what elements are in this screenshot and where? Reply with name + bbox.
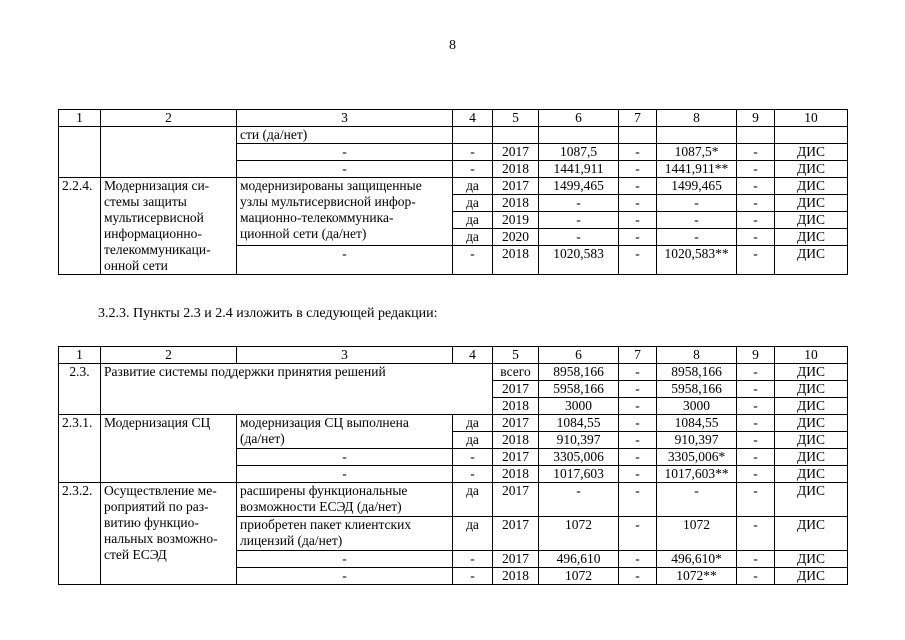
header-cell: 3	[237, 347, 453, 364]
table-cell: 2017	[493, 449, 539, 466]
item-number: 2.3.1.	[59, 415, 101, 483]
table-cell: 2020	[493, 229, 539, 246]
header-cell: 10	[775, 110, 848, 127]
table-row	[59, 178, 848, 195]
item-name	[101, 178, 237, 275]
indicator-line: расширены функциональные	[240, 483, 408, 498]
table-cell: ДИС	[775, 398, 848, 415]
table-cell: 8958,166	[539, 364, 619, 381]
table-cell: -	[737, 449, 775, 466]
table-cell: -	[619, 144, 657, 161]
table-row	[59, 127, 848, 144]
table-cell: ДИС	[775, 178, 848, 195]
table-cell: да	[453, 178, 493, 195]
table-cell: -	[619, 364, 657, 381]
table-cell: 2019	[493, 212, 539, 229]
table-cell: -	[737, 178, 775, 195]
table-cell: ДИС	[775, 517, 848, 551]
table-cell: -	[737, 246, 775, 275]
header-cell: 3	[237, 110, 453, 127]
table-cell: 2017	[493, 517, 539, 551]
table-cell: ДИС	[775, 144, 848, 161]
table-cell: ДИС	[775, 246, 848, 275]
table-cell: ДИС	[775, 415, 848, 432]
table-new-edition	[58, 346, 848, 585]
table-cell	[657, 127, 737, 144]
table-cell: ДИС	[775, 161, 848, 178]
item-name-line: телекоммуникаци-	[104, 242, 211, 257]
table-cell: 2018	[493, 398, 539, 415]
table-cell: -	[237, 161, 453, 178]
table-cell: -	[737, 517, 775, 551]
table-cell: -	[737, 195, 775, 212]
table-cell: -	[619, 483, 657, 517]
table-cell: 3000	[657, 398, 737, 415]
table-cell: -	[619, 517, 657, 551]
table-cell: -	[657, 483, 737, 517]
indicator-line: ционной сети (да/нет)	[240, 226, 367, 241]
table-cell: -	[453, 449, 493, 466]
indicator-line: мационно-телекоммуника-	[240, 210, 394, 225]
table-cell: 496,610*	[657, 551, 737, 568]
table-cell: 2018	[493, 568, 539, 585]
table-cell: да	[453, 517, 493, 551]
table-cell: 2018	[493, 195, 539, 212]
header-cell: 1	[59, 347, 101, 364]
table-cell: -	[619, 212, 657, 229]
table-cell: 1441,911	[539, 161, 619, 178]
table-cell: -	[453, 466, 493, 483]
table-cell	[737, 127, 775, 144]
table-cell: -	[737, 483, 775, 517]
table-cell: да	[453, 483, 493, 517]
table-cell: -	[737, 229, 775, 246]
table-cell: 1072**	[657, 568, 737, 585]
table-row	[59, 483, 848, 517]
table-cell: 2018	[493, 161, 539, 178]
header-cell: 2	[101, 347, 237, 364]
table-cell: -	[453, 551, 493, 568]
table-cell: -	[237, 466, 453, 483]
item-name-line: нальных возможно-	[104, 531, 218, 546]
table-cell: 2018	[493, 246, 539, 275]
table-cell: 2018	[493, 466, 539, 483]
table-cell: ДИС	[775, 466, 848, 483]
table-cell: -	[619, 195, 657, 212]
table-cell: -	[737, 568, 775, 585]
table-cell: -	[737, 161, 775, 178]
table-cell: ДИС	[775, 381, 848, 398]
table-cell: 1072	[539, 517, 619, 551]
table-cell: -	[453, 144, 493, 161]
indicator-line: лицензий (да/нет)	[240, 533, 343, 548]
table-cell: -	[657, 212, 737, 229]
table-cell: -	[619, 161, 657, 178]
table-cell: ДИС	[775, 212, 848, 229]
table-cell	[453, 127, 493, 144]
indicator-line: модернизация СЦ выполнена	[240, 415, 409, 430]
table-header-row	[59, 110, 848, 127]
table-cell: 1020,583	[539, 246, 619, 275]
indicator-cell	[237, 483, 453, 517]
table-cell: 910,397	[657, 432, 737, 449]
table-cell	[619, 127, 657, 144]
item-name-line: мультисервисной	[104, 210, 204, 225]
table-cell: -	[619, 432, 657, 449]
header-cell: 7	[619, 347, 657, 364]
table-cell: 2017	[493, 381, 539, 398]
item-name-line: стей ЕСЭД	[104, 547, 167, 562]
item-name-line: витию функцио-	[104, 515, 199, 530]
table-cell: -	[619, 398, 657, 415]
table-cell: -	[619, 229, 657, 246]
table-header-row	[59, 347, 848, 364]
table-cell: 1084,55	[657, 415, 737, 432]
table-cell: -	[737, 144, 775, 161]
header-cell: 4	[453, 347, 493, 364]
table-cell: ДИС	[775, 195, 848, 212]
item-name-line: онной сети	[104, 258, 168, 273]
table-cell: да	[453, 415, 493, 432]
table-cell: 2017	[493, 483, 539, 517]
table-cell: -	[737, 432, 775, 449]
table-cell: -	[237, 246, 453, 275]
header-cell: 10	[775, 347, 848, 364]
table-cell: -	[453, 246, 493, 275]
table-cell: -	[619, 178, 657, 195]
table-cell: -	[619, 415, 657, 432]
item-name-line: стемы защиты	[104, 194, 187, 209]
table-cell: -	[237, 568, 453, 585]
table-row	[59, 415, 848, 432]
table-cell	[101, 127, 237, 178]
table-cell: 5958,166	[657, 381, 737, 398]
indicator-cell	[237, 178, 453, 246]
table-cell: -	[453, 161, 493, 178]
table-cell: -	[539, 483, 619, 517]
table-cell: -	[737, 212, 775, 229]
table-cell: да	[453, 212, 493, 229]
table-cell: -	[539, 195, 619, 212]
table-cell: 1084,55	[539, 415, 619, 432]
table-cell	[775, 127, 848, 144]
table-cell: 1499,465	[539, 178, 619, 195]
header-cell: 1	[59, 110, 101, 127]
table-cell: ДИС	[775, 483, 848, 517]
table-cell: 2017	[493, 551, 539, 568]
table-cell: -	[237, 551, 453, 568]
item-name-line: роприятий по раз-	[104, 499, 209, 514]
table-cell	[493, 127, 539, 144]
table-cell: 5958,166	[539, 381, 619, 398]
table-cell: -	[619, 449, 657, 466]
item-name: Модернизация СЦ	[101, 415, 237, 483]
indicator-line: (да/нет)	[240, 431, 285, 446]
header-cell: 9	[737, 347, 775, 364]
table-cell: 496,610	[539, 551, 619, 568]
table-cell: 1499,465	[657, 178, 737, 195]
table-cell: -	[619, 381, 657, 398]
item-name-line: Модернизация си-	[104, 178, 210, 193]
indicator-cell	[237, 415, 453, 449]
table-cell: -	[657, 195, 737, 212]
header-cell: 7	[619, 110, 657, 127]
table-cell: 2017	[493, 178, 539, 195]
table-cell: ДИС	[775, 364, 848, 381]
table-cell: ДИС	[775, 551, 848, 568]
page-number: 8	[449, 38, 456, 53]
table-cell: -	[539, 229, 619, 246]
table-row	[59, 364, 848, 381]
indicator-line: модернизированы защищенные	[240, 178, 422, 193]
table-cell: всего	[493, 364, 539, 381]
header-cell: 8	[657, 110, 737, 127]
table-cell: -	[539, 212, 619, 229]
table-cell: 3305,006	[539, 449, 619, 466]
table-cell: -	[237, 144, 453, 161]
table-cell: 3305,006*	[657, 449, 737, 466]
table-cell: 1020,583**	[657, 246, 737, 275]
header-cell: 2	[101, 110, 237, 127]
header-cell: 6	[539, 347, 619, 364]
table-cell: да	[453, 229, 493, 246]
table-cell: -	[619, 568, 657, 585]
header-cell: 9	[737, 110, 775, 127]
header-cell: 5	[493, 110, 539, 127]
table-cell: -	[737, 381, 775, 398]
item-number: 2.2.4.	[59, 178, 101, 275]
table-cell	[59, 127, 101, 178]
table-cell: да	[453, 195, 493, 212]
table-cell: 2017	[493, 415, 539, 432]
table-cell: 1017,603**	[657, 466, 737, 483]
table-cell: 1087,5*	[657, 144, 737, 161]
paragraph-text: 3.2.3. Пункты 2.3 и 2.4 изложить в следующей редакции:	[98, 306, 438, 321]
table-cell: -	[737, 551, 775, 568]
table-cell: -	[657, 229, 737, 246]
table-cell: -	[453, 568, 493, 585]
table-cell: -	[619, 466, 657, 483]
indicator-line: приобретен пакет клиентских	[240, 517, 412, 532]
item-name-line: Осуществление ме-	[104, 483, 217, 498]
item-name-line: информационно-	[104, 226, 202, 241]
table-cell: 8958,166	[657, 364, 737, 381]
header-cell: 5	[493, 347, 539, 364]
table-cell: ДИС	[775, 449, 848, 466]
header-cell: 8	[657, 347, 737, 364]
item-number: 2.3.	[59, 364, 101, 415]
table-cell: -	[737, 398, 775, 415]
item-name	[101, 483, 237, 585]
item-name: Развитие системы поддержки принятия решений	[101, 364, 493, 415]
table-cell: 2017	[493, 144, 539, 161]
table-cell: 1087,5	[539, 144, 619, 161]
table-cell: 910,397	[539, 432, 619, 449]
table-cell: 3000	[539, 398, 619, 415]
indicator-cell: сти (да/нет)	[237, 127, 453, 144]
table-cell: ДИС	[775, 432, 848, 449]
table-cell: 1072	[657, 517, 737, 551]
table-cell: 1072	[539, 568, 619, 585]
indicator-line: возможности ЕСЭД (да/нет)	[240, 499, 402, 514]
table-cell: 2018	[493, 432, 539, 449]
table-cell: -	[237, 449, 453, 466]
header-cell: 4	[453, 110, 493, 127]
indicator-line: узлы мультисервисной инфор-	[240, 194, 416, 209]
indicator-cell	[237, 517, 453, 551]
table-cell: -	[737, 466, 775, 483]
table-cell: -	[619, 551, 657, 568]
table-cell: ДИС	[775, 568, 848, 585]
table-cell: ДИС	[775, 229, 848, 246]
table-cell: 1441,911**	[657, 161, 737, 178]
item-number: 2.3.2.	[59, 483, 101, 585]
table-cell: -	[619, 246, 657, 275]
table-cell: да	[453, 432, 493, 449]
table-cell	[539, 127, 619, 144]
table-cell: -	[737, 364, 775, 381]
table-cell: -	[737, 415, 775, 432]
table-continuation	[58, 109, 848, 275]
header-cell: 6	[539, 110, 619, 127]
table-cell: 1017,603	[539, 466, 619, 483]
